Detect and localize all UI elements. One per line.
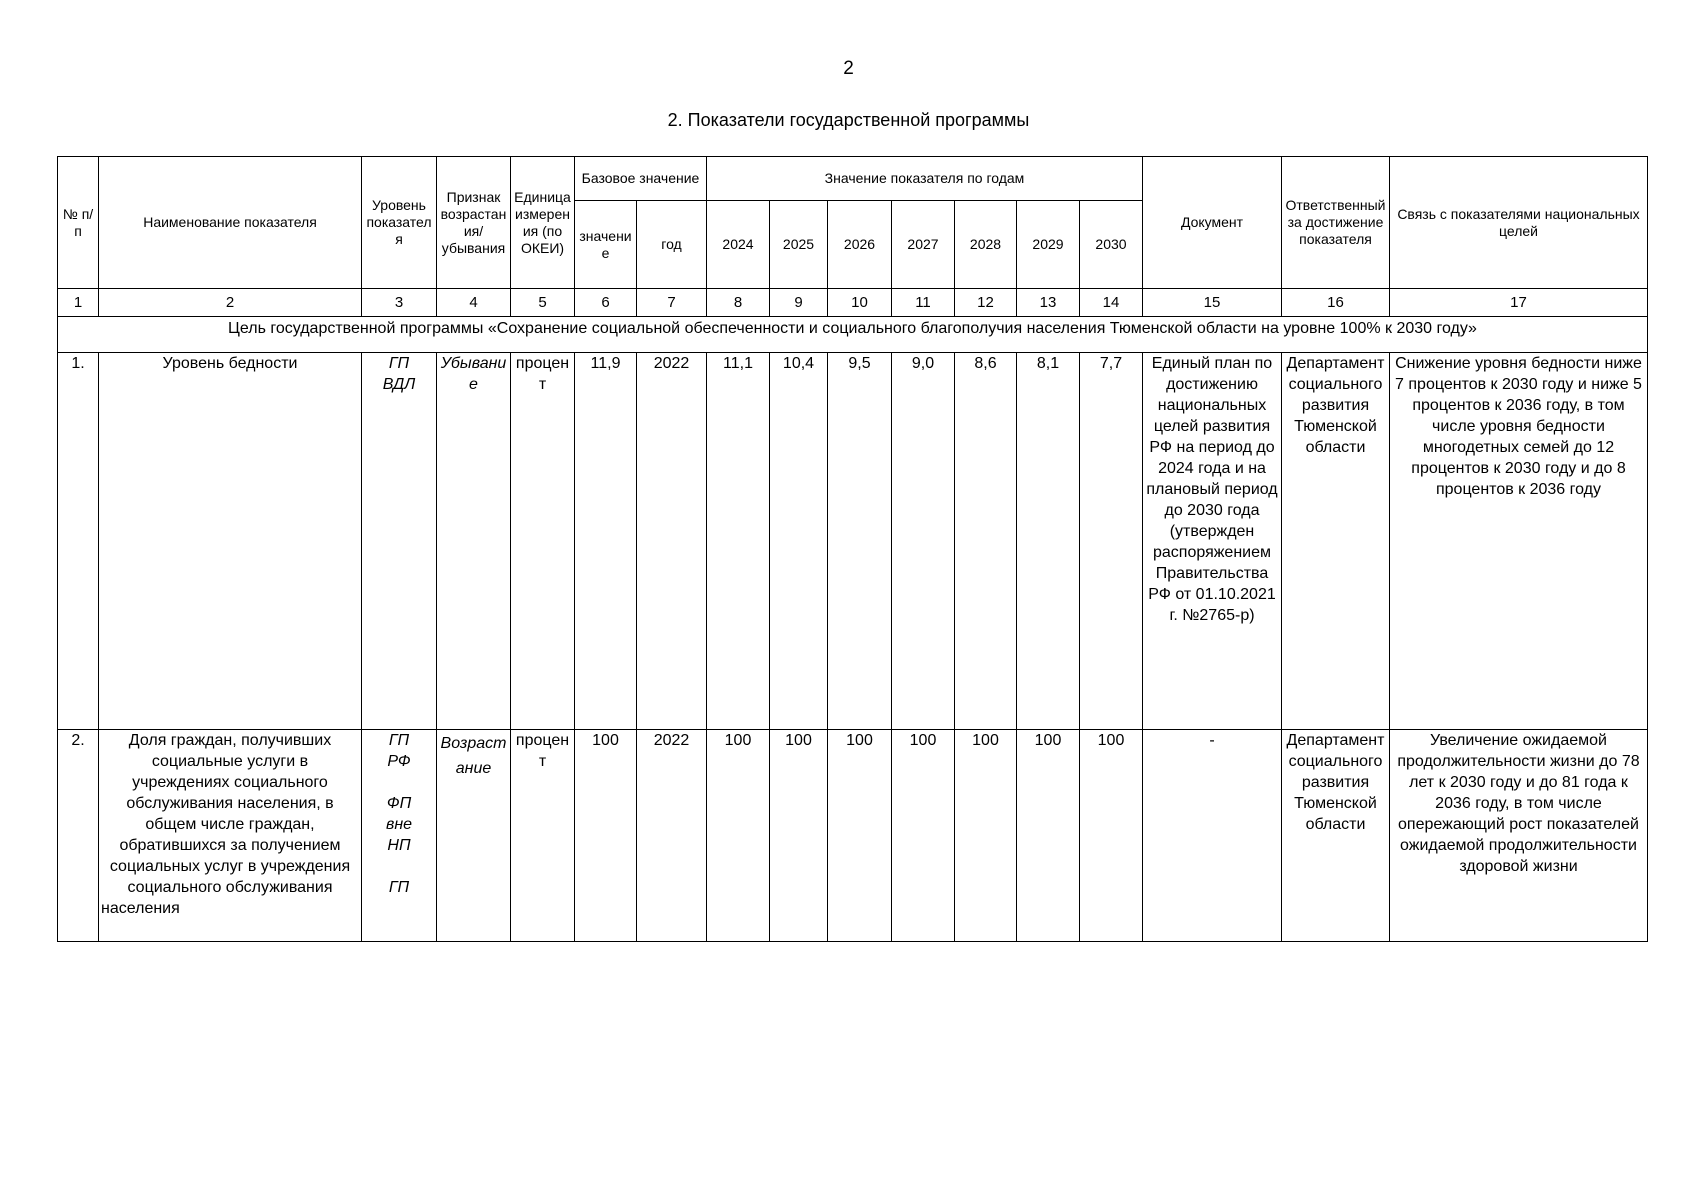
header-year-2029: 2029 (1017, 201, 1080, 289)
value-2026: 100 (828, 730, 892, 942)
header-year-2026: 2026 (828, 201, 892, 289)
value-2030: 100 (1080, 730, 1143, 942)
value-2026: 9,5 (828, 353, 892, 730)
column-number: 2 (99, 289, 362, 317)
header-level: Уровень показателя (362, 157, 437, 289)
column-number: 12 (955, 289, 1017, 317)
value-2024: 11,1 (707, 353, 770, 730)
document: Единый план по достижению национальных целей развития РФ на период до 2024 года и на плановый период до 2030 года (утвержден распоряжением Правительства РФ от 01.10.2021 г. №2765-р) (1143, 353, 1282, 730)
document: - (1143, 730, 1282, 942)
indicator-name: Доля граждан, получивших социальные услуги в учреждениях социального обслуживания населения, в общем числе граждан, обратившихся за получением социальных услуг в учреждения социального обслуживания населения (99, 730, 362, 942)
header-link: Связь с показателями национальных целей (1390, 157, 1648, 289)
column-number: 17 (1390, 289, 1648, 317)
header-unit: Единица измерения (по ОКЕИ) (511, 157, 575, 289)
value-2027: 100 (892, 730, 955, 942)
value-2027: 9,0 (892, 353, 955, 730)
base-value: 100 (575, 730, 637, 942)
value-2028: 100 (955, 730, 1017, 942)
responsible: Департамент социального развития Тюменской области (1282, 353, 1390, 730)
indicator-unit: процент (511, 353, 575, 730)
goal-row (58, 317, 1648, 353)
table-title: 2. Показатели государственной программы (667, 110, 1030, 130)
header-responsible: Ответственный за достижение показателя (1282, 157, 1390, 289)
header-years-group: Значение показателя по годам (707, 157, 1143, 201)
indicator-trend: Убывание (437, 353, 511, 730)
column-number: 10 (828, 289, 892, 317)
indicator-unit: процент (511, 730, 575, 942)
column-number: 5 (511, 289, 575, 317)
column-number: 15 (1143, 289, 1282, 317)
indicator-trend: Возрастание (437, 730, 511, 942)
value-2030: 7,7 (1080, 353, 1143, 730)
column-number: 9 (770, 289, 828, 317)
value-2028: 8,6 (955, 353, 1017, 730)
header-base-group: Базовое значение (575, 157, 707, 201)
header-name: Наименование показателя (99, 157, 362, 289)
base-year: 2022 (637, 730, 707, 942)
indicator-level: ГП РФ ФП вне НП ГП (362, 730, 437, 942)
base-year: 2022 (637, 353, 707, 730)
value-2029: 100 (1017, 730, 1080, 942)
header-year-2030: 2030 (1080, 201, 1143, 289)
header-row-top (58, 157, 1648, 201)
table-row (58, 730, 1648, 942)
column-number: 16 (1282, 289, 1390, 317)
header-year-2028: 2028 (955, 201, 1017, 289)
header-year-2025: 2025 (770, 201, 828, 289)
program-goal: Цель государственной программы «Сохранение социальной обеспеченности и социального благополучия населения Тюменской области на уровне 100% к 2030 году» (58, 317, 1648, 353)
header-trend: Признак возрастания/ убывания (437, 157, 511, 289)
row-num: 1. (58, 353, 99, 730)
value-2029: 8,1 (1017, 353, 1080, 730)
column-number: 3 (362, 289, 437, 317)
header-base-value: значение (575, 201, 637, 289)
column-number: 13 (1017, 289, 1080, 317)
column-number: 6 (575, 289, 637, 317)
header-year-2027: 2027 (892, 201, 955, 289)
value-2024: 100 (707, 730, 770, 942)
column-number: 7 (637, 289, 707, 317)
national-goal-link: Увеличение ожидаемой продолжительности жизни до 78 лет к 2030 году и до 81 года к 2036 году, в том числе опережающий рост показателей ожидаемой продолжительности здоровой жизни (1390, 730, 1648, 942)
column-number: 14 (1080, 289, 1143, 317)
column-number: 8 (707, 289, 770, 317)
column-number: 1 (58, 289, 99, 317)
header-base-year: год (637, 201, 707, 289)
base-value: 11,9 (575, 353, 637, 730)
column-number: 4 (437, 289, 511, 317)
table-row (58, 353, 1648, 730)
indicator-name: Уровень бедности (99, 353, 362, 730)
row-num: 2. (58, 730, 99, 942)
header-num: № п/п (58, 157, 99, 289)
header-document: Документ (1143, 157, 1282, 289)
indicator-level: ГП ВДЛ (362, 353, 437, 730)
page-number: 2 (843, 58, 854, 79)
column-numbers-row (58, 289, 1648, 317)
header-year-2024: 2024 (707, 201, 770, 289)
value-2025: 10,4 (770, 353, 828, 730)
value-2025: 100 (770, 730, 828, 942)
column-number: 11 (892, 289, 955, 317)
responsible: Департамент социального развития Тюменской области (1282, 730, 1390, 942)
indicators-table (57, 156, 1648, 942)
national-goal-link: Снижение уровня бедности ниже 7 процентов к 2030 году и ниже 5 процентов к 2036 году, в том числе уровня бедности многодетных семей до 12 процентов к 2030 году и до 8 процентов к 2036 году (1390, 353, 1648, 730)
